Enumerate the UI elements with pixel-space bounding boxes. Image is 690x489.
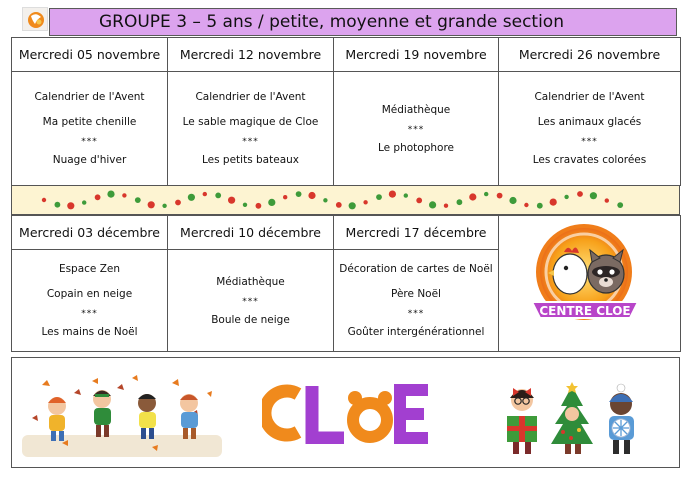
garland-dot bbox=[308, 192, 315, 199]
garland-dot bbox=[42, 198, 46, 202]
garland-dot bbox=[203, 192, 207, 196]
day-activities bbox=[334, 250, 499, 352]
garland-dot bbox=[283, 195, 287, 199]
garland-dot bbox=[444, 204, 448, 208]
garland-dot bbox=[228, 197, 235, 204]
badge-text: CENTRE CLOE bbox=[539, 304, 631, 318]
garland-dot bbox=[484, 192, 488, 196]
garland-dot bbox=[564, 195, 568, 199]
garland-dot bbox=[296, 191, 302, 197]
garland-dot bbox=[323, 198, 327, 202]
separator: *** bbox=[242, 137, 259, 147]
cloe-logo-icon bbox=[22, 7, 48, 31]
separator: *** bbox=[407, 124, 425, 135]
activity: Décoration de cartes de Noël bbox=[339, 263, 493, 275]
activity: Médiathèque bbox=[216, 275, 285, 288]
activity: Les mains de Noël bbox=[41, 326, 138, 338]
activity: Les petits bateaux bbox=[202, 154, 299, 166]
dotted-garland-divider bbox=[11, 185, 680, 215]
christmas-kids-illustration bbox=[497, 380, 647, 458]
schedule-row-november bbox=[11, 37, 681, 186]
garland-dot bbox=[376, 194, 382, 200]
activity: Les animaux glacés bbox=[537, 116, 642, 128]
day-activities bbox=[168, 250, 334, 352]
garland-dot bbox=[605, 198, 609, 202]
activity: Ma petite chenille bbox=[42, 116, 137, 128]
day-header: Mercredi 05 novembre bbox=[12, 38, 168, 72]
garland-dot bbox=[457, 199, 463, 205]
separator: *** bbox=[407, 309, 425, 319]
garland-dot bbox=[429, 201, 436, 208]
garland-dot bbox=[215, 193, 221, 199]
centre-cloe-mascot-badge bbox=[526, 222, 648, 332]
garland-dot bbox=[550, 199, 557, 206]
garland-dot bbox=[524, 203, 528, 207]
day-header: Mercredi 17 décembre bbox=[334, 216, 499, 250]
activity: Le photophore bbox=[377, 141, 455, 154]
activity: Le sable magique de Cloe bbox=[182, 116, 319, 128]
garland-dot bbox=[256, 203, 262, 209]
activity: Nuage d'hiver bbox=[52, 154, 127, 166]
garland-dot bbox=[82, 200, 86, 204]
garland-dot bbox=[617, 202, 623, 208]
activity: Copain en neige bbox=[46, 288, 133, 300]
garland-dot bbox=[67, 202, 74, 209]
activity: Goûter intergénérationnel bbox=[347, 326, 485, 338]
day-header: Mercredi 26 novembre bbox=[499, 38, 681, 72]
cloe-wordmark-logo bbox=[262, 382, 432, 444]
garland-dot bbox=[363, 200, 367, 204]
garland-dot bbox=[509, 197, 516, 204]
garland-dot bbox=[404, 193, 408, 197]
activity: Père Noël bbox=[391, 288, 441, 300]
garland-dot bbox=[162, 204, 166, 208]
day-header: Mercredi 03 décembre bbox=[12, 216, 168, 250]
activity: Boule de neige bbox=[211, 313, 290, 326]
day-header: Mercredi 12 novembre bbox=[168, 38, 334, 72]
garland-dot bbox=[55, 202, 61, 208]
garland-dot bbox=[349, 202, 356, 209]
activity: Les cravates colorées bbox=[532, 154, 647, 166]
day-activities bbox=[12, 72, 168, 186]
garland-dot bbox=[95, 194, 101, 200]
day-activities bbox=[499, 72, 681, 186]
garland-dot bbox=[577, 191, 583, 197]
garland-dot bbox=[122, 193, 126, 197]
activity: Espace Zen bbox=[58, 263, 121, 275]
garland-dot bbox=[416, 198, 422, 204]
garland-dot bbox=[537, 203, 543, 209]
separator: *** bbox=[581, 137, 598, 147]
day-header: Mercredi 10 décembre bbox=[168, 216, 334, 250]
garland-dot bbox=[268, 199, 275, 206]
garland-dot bbox=[469, 193, 476, 200]
autumn-kids-illustration bbox=[22, 373, 222, 459]
garland-dot bbox=[590, 192, 597, 199]
day-activities bbox=[334, 72, 499, 186]
garland-dot bbox=[188, 194, 195, 201]
activity: Calendrier de l'Avent bbox=[34, 91, 145, 103]
garland-dot bbox=[389, 191, 396, 198]
activity: Calendrier de l'Avent bbox=[534, 91, 645, 103]
separator: *** bbox=[242, 296, 259, 307]
activity: Calendrier de l'Avent bbox=[195, 91, 306, 103]
garland-dot bbox=[243, 203, 247, 207]
garland-dots bbox=[12, 186, 679, 214]
garland-dot bbox=[148, 201, 155, 208]
day-activities bbox=[168, 72, 334, 186]
garland-dot bbox=[175, 200, 181, 206]
page-title: GROUPE 3 – 5 ans / petite, moyenne et grande section bbox=[49, 8, 677, 36]
day-activities bbox=[12, 250, 168, 352]
garland-dot bbox=[135, 197, 141, 203]
separator: *** bbox=[81, 137, 98, 147]
garland-dot bbox=[497, 193, 503, 199]
separator: *** bbox=[81, 309, 98, 319]
garland-dot bbox=[336, 202, 342, 208]
garland-dot bbox=[107, 191, 114, 198]
activity: Médiathèque bbox=[381, 103, 451, 116]
day-header: Mercredi 19 novembre bbox=[334, 38, 499, 72]
